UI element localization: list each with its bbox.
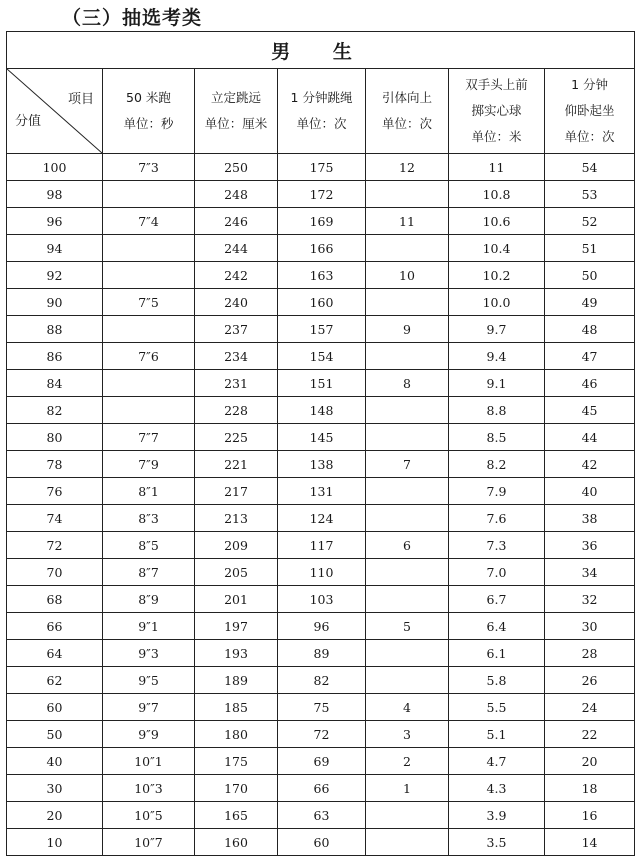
ball-throw-value: 3.5 [449,829,545,856]
run-50m-value: 8″5 [103,532,195,559]
rope-skip-value: 145 [278,424,366,451]
score-value: 64 [7,640,103,667]
ball-throw-value: 7.9 [449,478,545,505]
score-value: 68 [7,586,103,613]
sit-ups-value: 42 [545,451,635,478]
table-row [7,370,635,397]
sit-ups-value: 53 [545,181,635,208]
score-value: 94 [7,235,103,262]
sit-ups-value: 46 [545,370,635,397]
rope-skip-value: 75 [278,694,366,721]
sit-ups-value: 22 [545,721,635,748]
score-value: 84 [7,370,103,397]
rope-skip-value: 72 [278,721,366,748]
ball-throw-value: 4.7 [449,748,545,775]
pull-ups-value [366,397,449,424]
run-50m-value: 7″6 [103,343,195,370]
header-unit: 单位：厘米 [204,116,268,131]
long-jump-value: 197 [195,613,278,640]
ball-throw-value: 5.5 [449,694,545,721]
long-jump-value: 175 [195,748,278,775]
ball-throw-value: 10.0 [449,289,545,316]
score-value: 50 [7,721,103,748]
run-50m-value: 7″7 [103,424,195,451]
sit-ups-value: 48 [545,316,635,343]
rope-skip-value: 166 [278,235,366,262]
header-line: 50 米跑 [126,90,171,105]
score-value: 82 [7,397,103,424]
run-50m-value: 7″4 [103,208,195,235]
table-row [7,775,635,802]
run-50m-value: 9″1 [103,613,195,640]
ball-throw-value: 8.8 [449,397,545,424]
table-row [7,208,635,235]
pull-ups-value [366,181,449,208]
gender-title: 男 生 [7,32,635,69]
rope-skip-value: 148 [278,397,366,424]
pull-ups-value: 8 [366,370,449,397]
table-row [7,289,635,316]
sit-ups-value: 24 [545,694,635,721]
long-jump-value: 237 [195,316,278,343]
run-50m-value: 8″7 [103,559,195,586]
rope-skip-value: 60 [278,829,366,856]
long-jump-value: 240 [195,289,278,316]
rope-skip-value: 172 [278,181,366,208]
table-row [7,316,635,343]
score-value: 60 [7,694,103,721]
pull-ups-value [366,289,449,316]
sit-ups-value: 30 [545,613,635,640]
table-row [7,613,635,640]
sit-ups-value: 51 [545,235,635,262]
rope-skip-value: 151 [278,370,366,397]
ball-throw-value: 11 [449,154,545,181]
header-line: 双手头上前 [465,77,528,92]
rope-skip-value: 124 [278,505,366,532]
long-jump-value: 160 [195,829,278,856]
table-row [7,829,635,856]
header-line: 1 分钟跳绳 [290,90,353,105]
pull-ups-value [366,235,449,262]
long-jump-value: 231 [195,370,278,397]
pull-ups-value [366,586,449,613]
score-value: 10 [7,829,103,856]
score-value: 74 [7,505,103,532]
sit-ups-value: 26 [545,667,635,694]
table-row [7,694,635,721]
header-50m-run [103,69,195,154]
score-value: 66 [7,613,103,640]
pull-ups-value [366,829,449,856]
score-value: 72 [7,532,103,559]
table-row [7,343,635,370]
run-50m-value: 9″7 [103,694,195,721]
header-line: 掷实心球 [471,103,522,118]
table-row [7,154,635,181]
pull-ups-value [366,505,449,532]
long-jump-value: 244 [195,235,278,262]
run-50m-value: 8″9 [103,586,195,613]
long-jump-value: 221 [195,451,278,478]
score-value: 40 [7,748,103,775]
header-unit: 单位：次 [564,129,615,144]
pull-ups-value [366,802,449,829]
header-line: 引体向上 [381,90,432,105]
sit-ups-value: 49 [545,289,635,316]
table-row [7,721,635,748]
run-50m-value: 10″3 [103,775,195,802]
table-row [7,424,635,451]
pull-ups-value: 5 [366,613,449,640]
pull-ups-value [366,478,449,505]
table-row [7,181,635,208]
run-50m-value: 9″5 [103,667,195,694]
header-pull-ups [366,69,449,154]
header-line: 立定跳远 [210,90,261,105]
rope-skip-value: 175 [278,154,366,181]
pull-ups-value: 7 [366,451,449,478]
pull-ups-value: 1 [366,775,449,802]
sit-ups-value: 14 [545,829,635,856]
rope-skip-value: 63 [278,802,366,829]
score-value: 86 [7,343,103,370]
rope-skip-value: 66 [278,775,366,802]
header-medicine-ball-throw [449,69,545,154]
ball-throw-value: 7.0 [449,559,545,586]
table-row [7,586,635,613]
rope-skip-value: 163 [278,262,366,289]
ball-throw-value: 5.1 [449,721,545,748]
long-jump-value: 248 [195,181,278,208]
score-value: 70 [7,559,103,586]
ball-throw-value: 7.3 [449,532,545,559]
ball-throw-value: 10.4 [449,235,545,262]
pull-ups-value: 3 [366,721,449,748]
score-value: 100 [7,154,103,181]
pull-ups-value [366,667,449,694]
long-jump-value: 234 [195,343,278,370]
long-jump-value: 185 [195,694,278,721]
ball-throw-value: 8.2 [449,451,545,478]
corner-item-label: 项目 [67,92,94,107]
run-50m-value: 9″3 [103,640,195,667]
score-rows [7,154,635,856]
sit-ups-value: 52 [545,208,635,235]
score-value: 98 [7,181,103,208]
ball-throw-value: 5.8 [449,667,545,694]
sit-ups-value: 34 [545,559,635,586]
table-row [7,451,635,478]
run-50m-value [103,370,195,397]
rope-skip-value: 82 [278,667,366,694]
ball-throw-value: 6.1 [449,640,545,667]
ball-throw-value: 10.8 [449,181,545,208]
ball-throw-value: 10.6 [449,208,545,235]
long-jump-value: 165 [195,802,278,829]
ball-throw-value: 3.9 [449,802,545,829]
long-jump-value: 193 [195,640,278,667]
run-50m-value: 9″9 [103,721,195,748]
sit-ups-value: 44 [545,424,635,451]
score-value: 92 [7,262,103,289]
long-jump-value: 170 [195,775,278,802]
sit-ups-value: 36 [545,532,635,559]
sit-ups-value: 47 [545,343,635,370]
long-jump-value: 180 [195,721,278,748]
run-50m-value: 10″7 [103,829,195,856]
run-50m-value: 7″5 [103,289,195,316]
long-jump-value: 189 [195,667,278,694]
long-jump-value: 228 [195,397,278,424]
sit-ups-value: 18 [545,775,635,802]
header-unit: 单位：秒 [123,116,174,131]
rope-skip-value: 169 [278,208,366,235]
long-jump-value: 242 [195,262,278,289]
rope-skip-value: 110 [278,559,366,586]
sit-ups-value: 40 [545,478,635,505]
run-50m-value: 10″5 [103,802,195,829]
rope-skip-value: 117 [278,532,366,559]
rope-skip-value: 103 [278,586,366,613]
run-50m-value: 7″3 [103,154,195,181]
score-value: 88 [7,316,103,343]
run-50m-value: 8″3 [103,505,195,532]
score-value: 96 [7,208,103,235]
section-title: （三）抽选考类 [62,7,203,29]
run-50m-value: 7″9 [103,451,195,478]
score-value: 90 [7,289,103,316]
pull-ups-value: 12 [366,154,449,181]
pull-ups-value: 10 [366,262,449,289]
pull-ups-value [366,343,449,370]
sit-ups-value: 54 [545,154,635,181]
run-50m-value [103,262,195,289]
rope-skip-value: 160 [278,289,366,316]
corner-score-label: 分值 [15,114,42,129]
score-value: 78 [7,451,103,478]
header-unit: 单位：次 [381,116,432,131]
rope-skip-value: 154 [278,343,366,370]
rope-skip-value: 131 [278,478,366,505]
table-row [7,505,635,532]
run-50m-value: 8″1 [103,478,195,505]
sit-ups-value: 16 [545,802,635,829]
sit-ups-value: 50 [545,262,635,289]
rope-skip-value: 138 [278,451,366,478]
ball-throw-value: 10.2 [449,262,545,289]
pull-ups-value: 6 [366,532,449,559]
pull-ups-value [366,424,449,451]
header-line: 仰卧起坐 [564,103,615,118]
header-sit-ups [545,69,635,154]
sit-ups-value: 28 [545,640,635,667]
rope-skip-value: 157 [278,316,366,343]
ball-throw-value: 4.3 [449,775,545,802]
run-50m-value: 10″1 [103,748,195,775]
table-row [7,262,635,289]
ball-throw-value: 9.4 [449,343,545,370]
pull-ups-value: 9 [366,316,449,343]
table-row [7,559,635,586]
score-value: 80 [7,424,103,451]
rope-skip-value: 89 [278,640,366,667]
table-row [7,532,635,559]
ball-throw-value: 7.6 [449,505,545,532]
pull-ups-value: 4 [366,694,449,721]
pull-ups-value: 11 [366,208,449,235]
ball-throw-value: 9.7 [449,316,545,343]
pull-ups-value [366,559,449,586]
sit-ups-value: 45 [545,397,635,424]
long-jump-value: 217 [195,478,278,505]
ball-throw-value: 6.7 [449,586,545,613]
sit-ups-value: 20 [545,748,635,775]
pull-ups-value [366,640,449,667]
run-50m-value [103,316,195,343]
pull-ups-value: 2 [366,748,449,775]
table-row [7,667,635,694]
sit-ups-value: 32 [545,586,635,613]
header-unit: 单位：次 [296,116,347,131]
ball-throw-value: 9.1 [449,370,545,397]
table-row [7,235,635,262]
table-row [7,397,635,424]
long-jump-value: 246 [195,208,278,235]
long-jump-value: 201 [195,586,278,613]
rope-skip-value: 69 [278,748,366,775]
ball-throw-value: 6.4 [449,613,545,640]
header-line: 1 分钟 [571,77,609,92]
header-unit: 单位：米 [471,129,522,144]
long-jump-value: 250 [195,154,278,181]
score-value: 20 [7,802,103,829]
corner-header [7,69,103,154]
score-value: 30 [7,775,103,802]
run-50m-value [103,181,195,208]
score-value: 76 [7,478,103,505]
ball-throw-value: 8.5 [449,424,545,451]
long-jump-value: 205 [195,559,278,586]
long-jump-value: 213 [195,505,278,532]
run-50m-value [103,397,195,424]
score-value: 62 [7,667,103,694]
run-50m-value [103,235,195,262]
table-row [7,748,635,775]
long-jump-value: 209 [195,532,278,559]
table-row [7,802,635,829]
rope-skip-value: 96 [278,613,366,640]
table-row [7,478,635,505]
sit-ups-value: 38 [545,505,635,532]
table-row [7,640,635,667]
header-rope-skipping [278,69,366,154]
male-score-table [6,31,635,856]
long-jump-value: 225 [195,424,278,451]
header-standing-long-jump [195,69,278,154]
